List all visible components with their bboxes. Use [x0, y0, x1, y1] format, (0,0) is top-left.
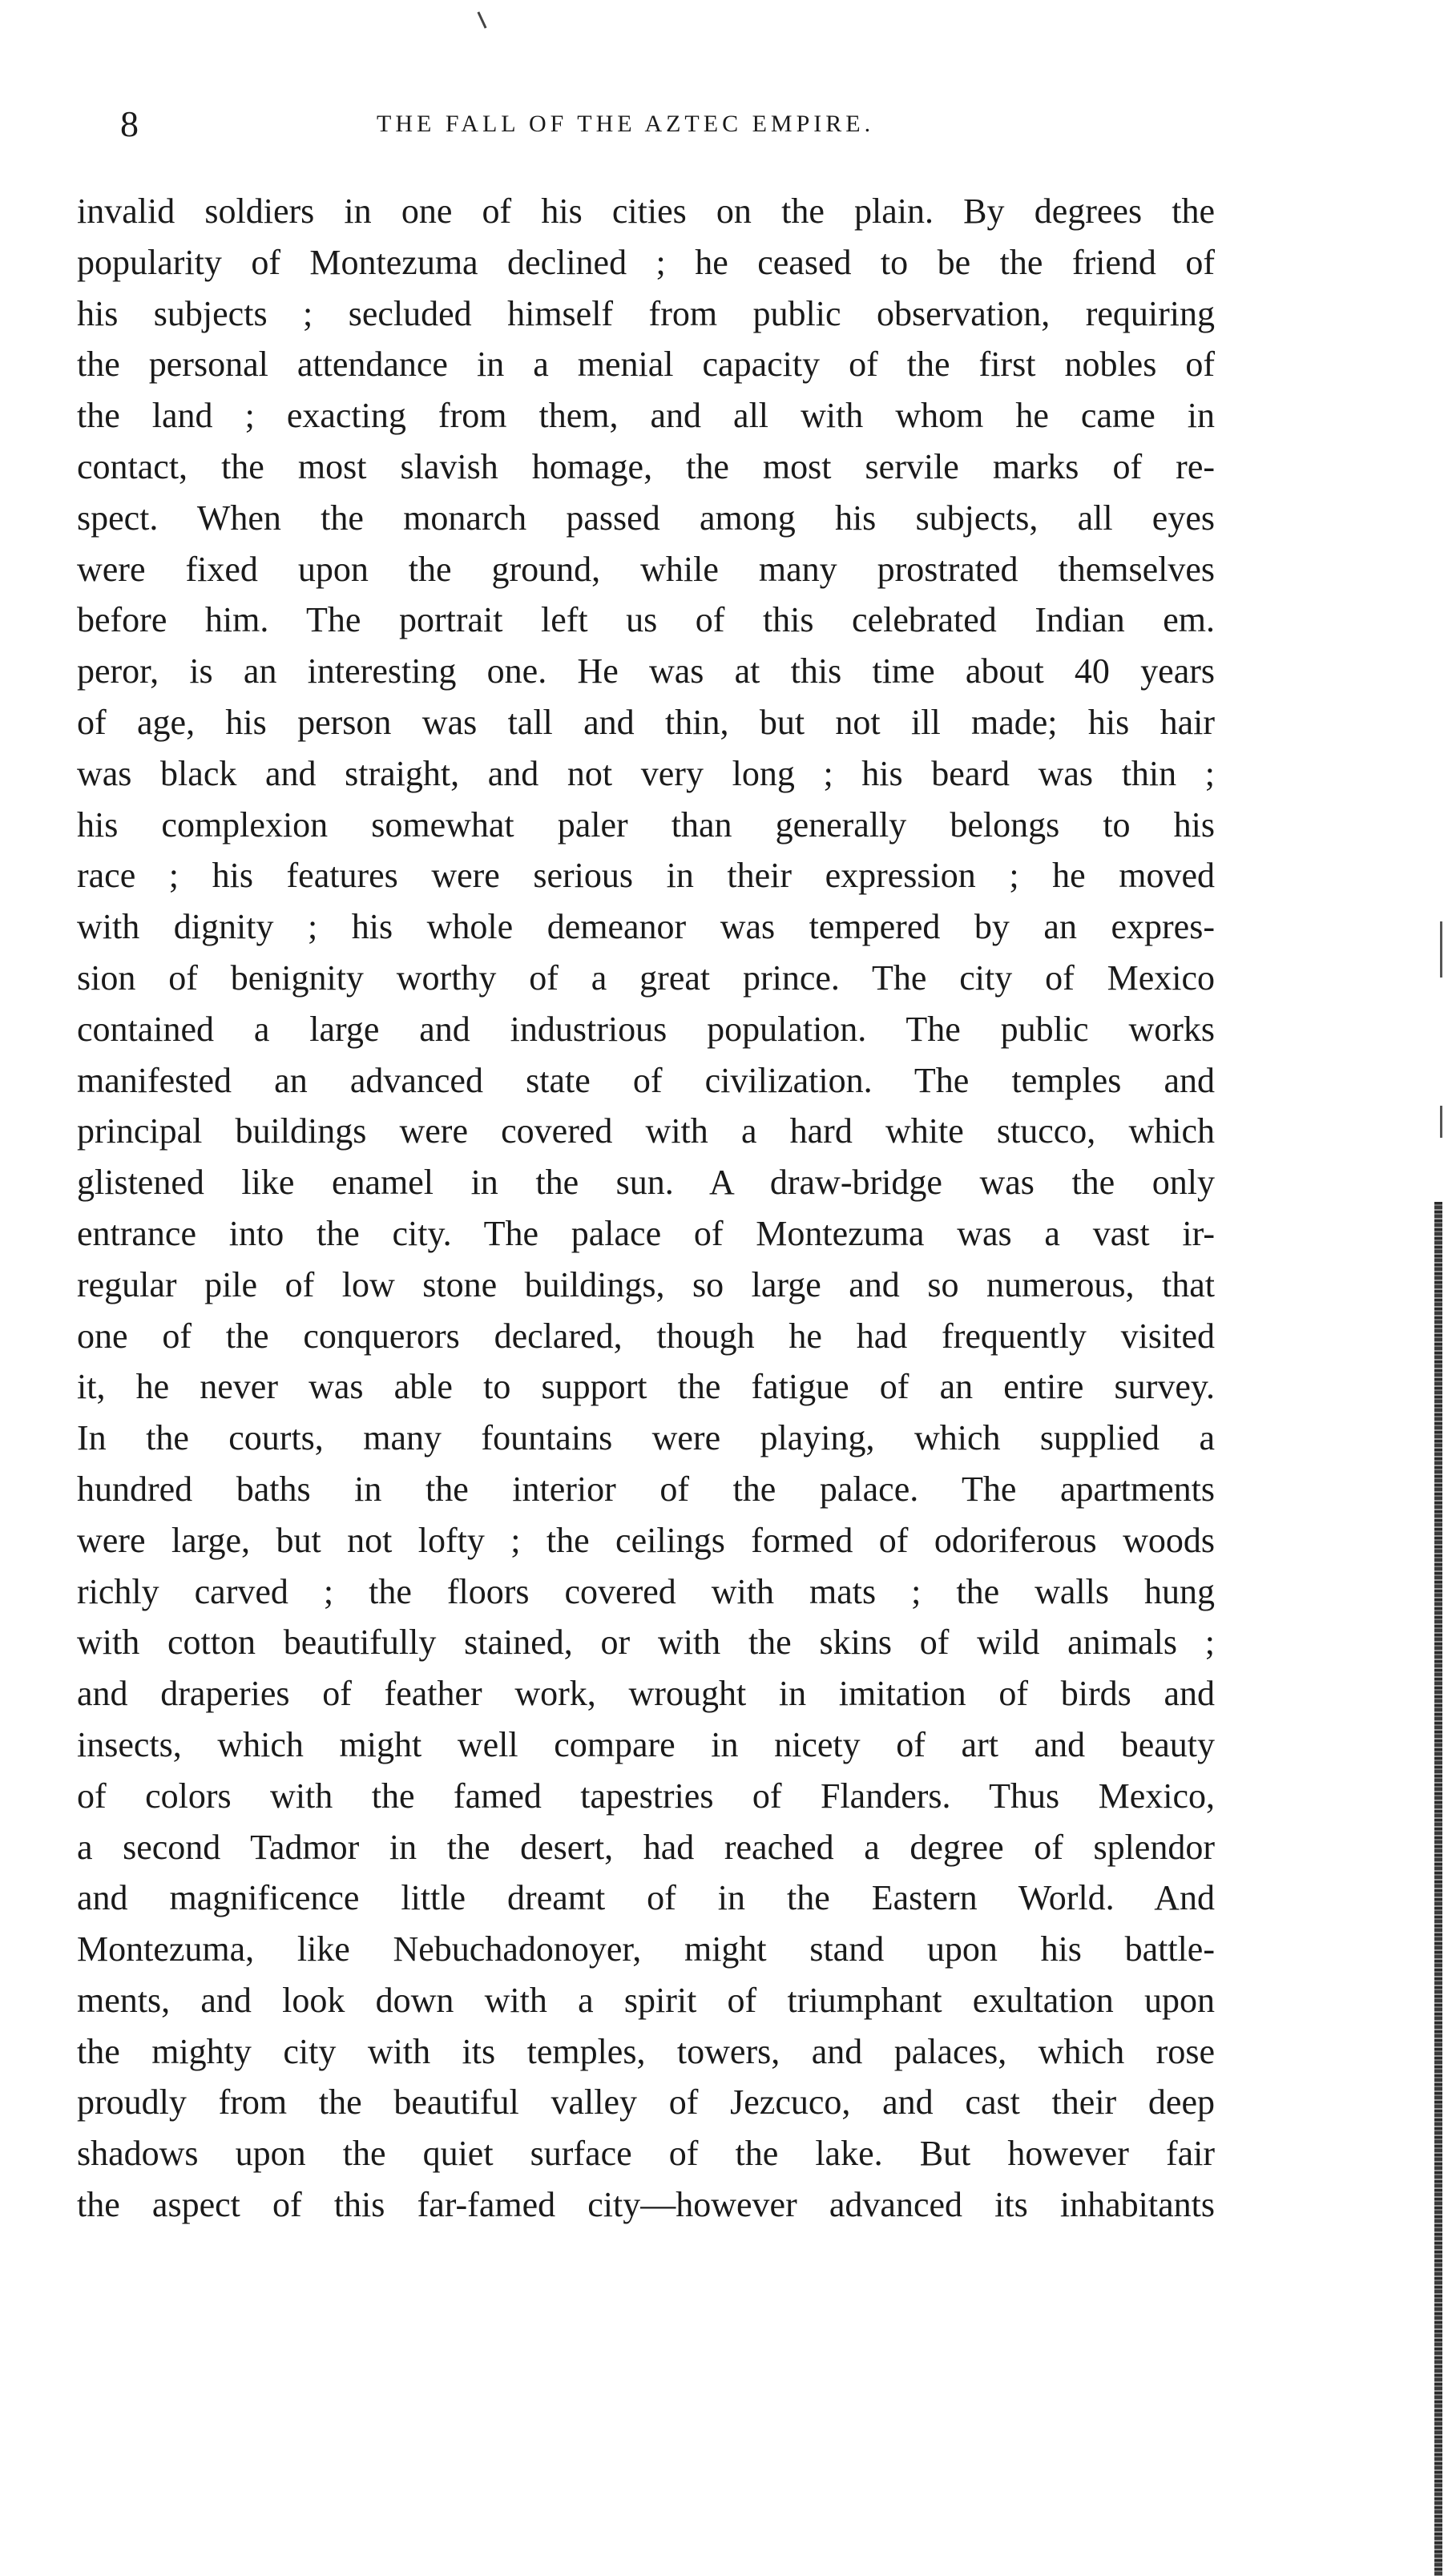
text-line: insects, which might well compare in nicety of art and beauty — [77, 1724, 1215, 1764]
text-line: ments, and look down with a spirit of triumphant exultation upon — [77, 1980, 1215, 2020]
text-line: contact, the most slavish homage, the most servile marks of re- — [77, 446, 1215, 486]
text-line: sion of benignity worthy of a great prince. The city of Mexico — [77, 957, 1215, 998]
text-line: were large, but not lofty ; the ceilings formed of odoriferous woods — [77, 1520, 1215, 1560]
text-line: with cotton beautifully stained, or with the skins of wild animals ; — [77, 1623, 1215, 1663]
text-line: the mighty city with its temples, towers, and palaces, which rose — [77, 2031, 1215, 2071]
scan-edge-mark — [1440, 921, 1442, 978]
body-text — [77, 186, 1215, 2231]
scan-edge-mark — [1440, 1106, 1442, 1138]
text-line: In the courts, many fountains were playing, which supplied a — [77, 1418, 1215, 1458]
text-line: shadows upon the quiet surface of the lake. But however fair — [77, 2134, 1215, 2174]
text-line: with dignity ; his whole demeanor was tempered by an expres- — [77, 907, 1215, 947]
text-line: the personal attendance in a menial capacity of the first nobles of — [77, 345, 1215, 385]
text-line: before him. The portrait left us of this celebrated Indian em. — [77, 600, 1215, 640]
text-line: a second Tadmor in the desert, had reached a degree of splendor — [77, 1827, 1215, 1867]
text-line: race ; his features were serious in their expression ; he moved — [77, 856, 1215, 896]
text-line: glistened like enamel in the sun. A draw-bridge was the only — [77, 1163, 1215, 1203]
text-line: and magnificence little dreamt of in the Eastern World. And — [77, 1878, 1215, 1918]
text-line: peror, is an interesting one. He was at this time about 40 years — [77, 651, 1215, 691]
text-line: richly carved ; the floors covered with mats ; the walls hung — [77, 1571, 1215, 1611]
text-line: and draperies of feather work, wrought in imitation of birds and — [77, 1674, 1215, 1714]
text-line: his complexion somewhat paler than generally belongs to his — [77, 804, 1215, 845]
text-line: Montezuma, like Nebuchadonoyer, might stand upon his battle- — [77, 1929, 1215, 1969]
text-line: regular pile of low stone buildings, so large and so numerous, that — [77, 1264, 1215, 1304]
text-line: was black and straight, and not very long ; his beard was thin ; — [77, 753, 1215, 793]
text-line: entrance into the city. The palace of Montezuma was a vast ir- — [77, 1213, 1215, 1253]
text-line: were fixed upon the ground, while many prostrated themselves — [77, 549, 1215, 589]
text-line: contained a large and industrious population. The public works — [77, 1009, 1215, 1049]
text-line: invalid soldiers in one of his cities on the plain. By degrees the — [77, 191, 1215, 231]
running-head — [0, 103, 1456, 151]
text-line: of age, his person was tall and thin, but not ill made; his hair — [77, 702, 1215, 742]
text-line: popularity of Montezuma declined ; he ceased to be the friend of — [77, 242, 1215, 282]
text-line: spect. When the monarch passed among his subjects, all eyes — [77, 498, 1215, 538]
text-line: principal buildings were covered with a hard white stucco, which — [77, 1111, 1215, 1151]
text-line: the land ; exacting from them, and all with whom he came in — [77, 396, 1215, 436]
scan-edge-strip — [1434, 1202, 1442, 2576]
text-line: his subjects ; secluded himself from public observation, requiring — [77, 293, 1215, 333]
text-line: manifested an advanced state of civilization. The temples and — [77, 1060, 1215, 1100]
text-line: proudly from the beautiful valley of Jezcuco, and cast their deep — [77, 2082, 1215, 2122]
text-line: the aspect of this far-famed city—however advanced its inhabitants — [77, 2185, 1215, 2225]
ink-speck — [477, 11, 486, 28]
text-line: hundred baths in the interior of the palace. The apartments — [77, 1469, 1215, 1509]
text-line: it, he never was able to support the fatigue of an entire survey. — [77, 1367, 1215, 1407]
text-line: one of the conquerors declared, though he had frequently visited — [77, 1316, 1215, 1356]
page-number: 8 — [120, 103, 139, 144]
running-title: THE FALL OF THE AZTEC EMPIRE. — [377, 111, 875, 137]
text-line: of colors with the famed tapestries of Flanders. Thus Mexico, — [77, 1776, 1215, 1816]
